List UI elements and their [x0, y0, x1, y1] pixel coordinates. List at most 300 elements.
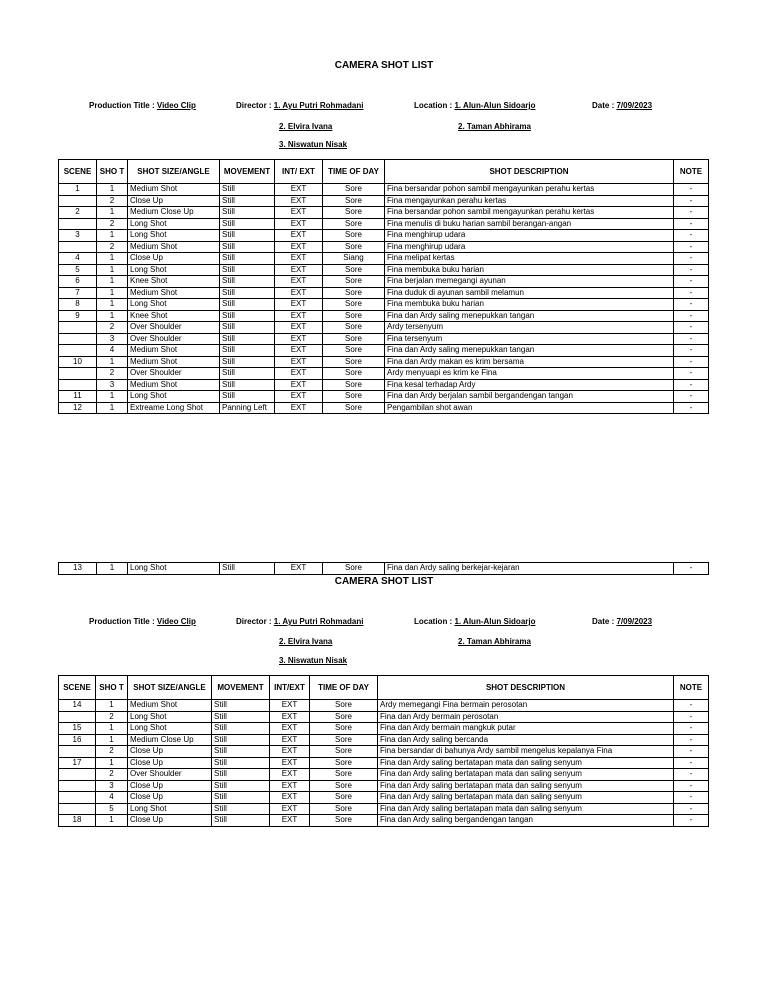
- cell-note: -: [674, 356, 709, 368]
- cell-movement: Still: [220, 299, 275, 311]
- cell-time-of-day: Sore: [323, 276, 385, 288]
- cell-time-of-day: Sore: [323, 299, 385, 311]
- header-shot-description: SHOT DESCRIPTION: [385, 160, 674, 184]
- page1-director: [236, 101, 363, 110]
- cell-note: -: [674, 391, 709, 403]
- cell-scene: 8: [59, 299, 97, 311]
- cell-shot-size: Close Up: [128, 195, 220, 207]
- cell-shot: 2: [97, 368, 128, 380]
- cell-note: -: [674, 402, 709, 414]
- cell-shot-size: Long Shot: [128, 264, 220, 276]
- table-row: [59, 803, 709, 815]
- cell-time-of-day: Sore: [323, 218, 385, 230]
- cell-note: -: [674, 253, 709, 265]
- cell-scene: [59, 368, 97, 380]
- cell-int-ext: EXT: [275, 310, 323, 322]
- cell-shot-size: Medium Shot: [128, 379, 220, 391]
- cell-int-ext: EXT: [270, 734, 310, 746]
- cell-shot: 5: [96, 803, 128, 815]
- cell-shot-size: Extreame Long Shot: [128, 402, 220, 414]
- cell-movement: Still: [220, 310, 275, 322]
- table-row: [59, 218, 709, 230]
- cell-scene: [59, 218, 97, 230]
- cell-int-ext: EXT: [275, 379, 323, 391]
- cell-shot-description: Fina bersandar pohon sambil mengayunkan perahu kertas: [385, 184, 674, 196]
- date-value: 7/09/2023: [616, 101, 653, 110]
- cell-int-ext: EXT: [275, 563, 323, 575]
- cell-note: -: [674, 333, 709, 345]
- cell-shot: 1: [97, 253, 128, 265]
- header-note: NOTE: [674, 160, 709, 184]
- cell-shot-description: Fina bersandar di bahunya Ardy sambil mengelus kepalanya Fina: [378, 746, 674, 758]
- page1-director-3: 3. Niswatun Nisak: [279, 140, 348, 149]
- cell-time-of-day: Sore: [310, 700, 378, 712]
- cell-note: -: [674, 207, 709, 219]
- cell-shot: 1: [97, 310, 128, 322]
- cell-note: -: [674, 780, 709, 792]
- cell-note: -: [674, 299, 709, 311]
- cell-movement: Still: [220, 195, 275, 207]
- cell-scene: [59, 803, 96, 815]
- cell-shot-size: Close Up: [128, 815, 212, 827]
- cell-scene: 5: [59, 264, 97, 276]
- cell-time-of-day: Sore: [323, 230, 385, 242]
- cell-shot-size: Long Shot: [128, 711, 212, 723]
- cell-movement: Still: [220, 368, 275, 380]
- cell-int-ext: EXT: [275, 402, 323, 414]
- cell-shot: 1: [97, 402, 128, 414]
- cell-shot-description: Fina menghirup udara: [385, 241, 674, 253]
- location-1: 1. Alun-Alun Sidoarjo: [454, 101, 536, 110]
- table-row: [59, 241, 709, 253]
- cell-movement: Panning Left: [220, 402, 275, 414]
- cell-scene: 9: [59, 310, 97, 322]
- cell-movement: Still: [220, 563, 275, 575]
- cell-time-of-day: Sore: [323, 287, 385, 299]
- cell-scene: 18: [59, 815, 96, 827]
- production-label: Production Title :: [89, 617, 155, 626]
- cell-shot: 1: [97, 287, 128, 299]
- cell-shot-size: Long Shot: [128, 218, 220, 230]
- cell-shot-description: Fina dan Ardy saling bertatapan mata dan saling senyum: [378, 757, 674, 769]
- cell-int-ext: EXT: [270, 723, 310, 735]
- table-row: [59, 264, 709, 276]
- cell-time-of-day: Sore: [323, 184, 385, 196]
- cell-shot: 1: [97, 264, 128, 276]
- table-row: [59, 723, 709, 735]
- cell-note: -: [674, 711, 709, 723]
- cell-shot-description: Fina mengayunkan perahu kertas: [385, 195, 674, 207]
- cell-movement: Still: [212, 769, 270, 781]
- cell-shot-size: Knee Shot: [128, 310, 220, 322]
- cell-time-of-day: Sore: [323, 356, 385, 368]
- header-note: NOTE: [674, 676, 709, 700]
- cell-time-of-day: Siang: [323, 253, 385, 265]
- cell-shot-description: Fina bersandar pohon sambil mengayunkan perahu kertas: [385, 207, 674, 219]
- cell-int-ext: EXT: [270, 815, 310, 827]
- table-row: [59, 276, 709, 288]
- cell-time-of-day: Sore: [323, 563, 385, 575]
- cell-note: -: [674, 379, 709, 391]
- table-row: [59, 780, 709, 792]
- cell-note: -: [674, 815, 709, 827]
- cell-movement: Still: [220, 379, 275, 391]
- cell-movement: Still: [220, 322, 275, 334]
- cell-shot-description: Fina dan Ardy saling menepukkan tangan: [385, 345, 674, 357]
- cell-movement: Still: [220, 207, 275, 219]
- table-row: [59, 195, 709, 207]
- table-row: [59, 379, 709, 391]
- cell-scene: 10: [59, 356, 97, 368]
- cell-shot-description: Fina dan Ardy makan es krim bersama: [385, 356, 674, 368]
- cell-movement: Still: [220, 345, 275, 357]
- table-row: [59, 792, 709, 804]
- cell-scene: 11: [59, 391, 97, 403]
- cell-time-of-day: Sore: [323, 402, 385, 414]
- cell-movement: Still: [212, 780, 270, 792]
- table-row: [59, 207, 709, 219]
- cell-shot-size: Medium Shot: [128, 700, 212, 712]
- location-label: Location :: [414, 101, 453, 110]
- cell-shot-description: Fina dan Ardy saling bercanda: [378, 734, 674, 746]
- cell-note: -: [674, 769, 709, 781]
- cell-int-ext: EXT: [275, 195, 323, 207]
- cell-shot-description: Ardy memegangi Fina bermain perosotan: [378, 700, 674, 712]
- director-label: Director :: [236, 101, 272, 110]
- cell-note: -: [674, 345, 709, 357]
- table-row: [59, 299, 709, 311]
- cell-time-of-day: Sore: [323, 207, 385, 219]
- cell-scene: 6: [59, 276, 97, 288]
- page2-production-title: [89, 617, 196, 626]
- cell-int-ext: EXT: [270, 746, 310, 758]
- cell-note: -: [674, 803, 709, 815]
- cell-int-ext: EXT: [275, 253, 323, 265]
- page1-date: [592, 101, 652, 110]
- cell-scene: 13: [59, 563, 97, 575]
- cell-shot: 1: [97, 563, 128, 575]
- cell-note: -: [674, 264, 709, 276]
- cell-shot-size: Long Shot: [128, 803, 212, 815]
- table-row: [59, 333, 709, 345]
- table-header-row: [59, 676, 709, 700]
- cell-int-ext: EXT: [275, 391, 323, 403]
- page1-title: CAMERA SHOT LIST: [334, 60, 434, 71]
- cell-scene: [59, 345, 97, 357]
- cell-shot-description: Fina membuka buku harian: [385, 299, 674, 311]
- cell-movement: Still: [220, 241, 275, 253]
- director-1: 1. Ayu Putri Rohmadani: [273, 617, 364, 626]
- cell-scene: 4: [59, 253, 97, 265]
- table-row: [59, 769, 709, 781]
- cell-scene: 3: [59, 230, 97, 242]
- cell-movement: Still: [212, 700, 270, 712]
- cell-time-of-day: Sore: [310, 734, 378, 746]
- production-value: Video Clip: [156, 101, 196, 110]
- cell-movement: Still: [212, 815, 270, 827]
- cell-scene: [59, 746, 96, 758]
- cell-time-of-day: Sore: [323, 241, 385, 253]
- cell-shot-description: Fina tersenyum: [385, 333, 674, 345]
- cell-note: -: [674, 310, 709, 322]
- cell-shot: 4: [96, 792, 128, 804]
- header-shot-size: SHOT SIZE/ANGLE: [128, 160, 220, 184]
- cell-shot-size: Close Up: [128, 780, 212, 792]
- table-row: [59, 402, 709, 414]
- cell-shot-size: Medium Shot: [128, 345, 220, 357]
- cell-movement: Still: [212, 757, 270, 769]
- cell-shot-size: Medium Shot: [128, 241, 220, 253]
- cell-time-of-day: Sore: [323, 391, 385, 403]
- cell-int-ext: EXT: [270, 711, 310, 723]
- location-1: 1. Alun-Alun Sidoarjo: [454, 617, 536, 626]
- production-label: Production Title :: [89, 101, 155, 110]
- cell-shot-description: Ardy menyuapi es krim ke Fina: [385, 368, 674, 380]
- cell-int-ext: EXT: [275, 218, 323, 230]
- table-row: [59, 757, 709, 769]
- cell-movement: Still: [212, 734, 270, 746]
- cell-movement: Still: [220, 333, 275, 345]
- table-row: [59, 700, 709, 712]
- cell-movement: Still: [212, 723, 270, 735]
- cell-time-of-day: Sore: [310, 769, 378, 781]
- cell-note: -: [674, 218, 709, 230]
- cell-shot-description: Fina dan Ardy saling menepukkan tangan: [385, 310, 674, 322]
- cell-shot: 1: [97, 207, 128, 219]
- shot-list-table-1: [58, 159, 709, 414]
- cell-note: -: [674, 184, 709, 196]
- cell-note: -: [674, 700, 709, 712]
- table-row: [59, 322, 709, 334]
- page2-date: [592, 617, 652, 626]
- cell-shot: 1: [97, 230, 128, 242]
- cell-scene: [59, 379, 97, 391]
- cell-int-ext: EXT: [275, 299, 323, 311]
- cell-movement: Still: [220, 356, 275, 368]
- table-row: [59, 230, 709, 242]
- cell-time-of-day: Sore: [310, 792, 378, 804]
- page1-production-title: [89, 101, 196, 110]
- cell-note: -: [674, 792, 709, 804]
- table-row: [59, 734, 709, 746]
- table-row: [59, 287, 709, 299]
- page1-location: [414, 101, 536, 110]
- cell-int-ext: EXT: [275, 322, 323, 334]
- page2-director: [236, 617, 363, 626]
- cell-movement: Still: [220, 264, 275, 276]
- cell-note: -: [674, 322, 709, 334]
- cell-scene: 16: [59, 734, 96, 746]
- header-int-ext: INT/ EXT: [275, 160, 323, 184]
- cell-scene: 1: [59, 184, 97, 196]
- cell-time-of-day: Sore: [310, 723, 378, 735]
- cell-shot-description: Ardy tersenyum: [385, 322, 674, 334]
- cell-time-of-day: Sore: [310, 780, 378, 792]
- cell-scene: [59, 333, 97, 345]
- page2-director-2: 2. Elvira Ivana: [279, 637, 333, 646]
- cell-shot-description: Fina berjalan memegangi ayunan: [385, 276, 674, 288]
- cell-time-of-day: Sore: [310, 757, 378, 769]
- cell-shot-size: Long Shot: [128, 230, 220, 242]
- table-row: [59, 368, 709, 380]
- header-scene: SCENE: [59, 160, 97, 184]
- cell-time-of-day: Sore: [323, 322, 385, 334]
- cell-note: -: [674, 563, 709, 575]
- cell-scene: 14: [59, 700, 96, 712]
- cell-time-of-day: Sore: [310, 815, 378, 827]
- cell-int-ext: EXT: [275, 184, 323, 196]
- header-shot: SHO T: [97, 160, 128, 184]
- cell-movement: Still: [220, 184, 275, 196]
- director-1: 1. Ayu Putri Rohmadani: [273, 101, 364, 110]
- cell-shot-size: Over Shoulder: [128, 322, 220, 334]
- cell-scene: 15: [59, 723, 96, 735]
- table-row: [59, 391, 709, 403]
- cell-movement: Still: [220, 276, 275, 288]
- cell-int-ext: EXT: [275, 264, 323, 276]
- page2-location: [414, 617, 536, 626]
- page1-location-2: 2. Taman Abhirama: [458, 122, 531, 131]
- cell-shot-size: Close Up: [128, 792, 212, 804]
- cell-movement: Still: [212, 746, 270, 758]
- cell-int-ext: EXT: [275, 368, 323, 380]
- header-shot-size: SHOT SIZE/ANGLE: [128, 676, 212, 700]
- cell-shot: 1: [97, 356, 128, 368]
- cell-shot-size: Long Shot: [128, 723, 212, 735]
- table-header-row: [59, 160, 709, 184]
- cell-scene: [59, 769, 96, 781]
- cell-shot: 1: [97, 299, 128, 311]
- cell-movement: Still: [220, 287, 275, 299]
- cell-int-ext: EXT: [270, 792, 310, 804]
- cell-movement: Still: [220, 391, 275, 403]
- cell-shot-size: Over Shoulder: [128, 333, 220, 345]
- cell-shot-description: Fina dan Ardy saling bertatapan mata dan saling senyum: [378, 769, 674, 781]
- cell-movement: Still: [212, 711, 270, 723]
- cell-movement: Still: [220, 230, 275, 242]
- cell-shot: 2: [97, 322, 128, 334]
- cell-scene: [59, 241, 97, 253]
- cell-scene: 7: [59, 287, 97, 299]
- shot-list-table-1-overflow: [58, 562, 709, 575]
- cell-shot: 1: [97, 184, 128, 196]
- cell-shot: 1: [97, 276, 128, 288]
- cell-note: -: [674, 241, 709, 253]
- cell-scene: [59, 195, 97, 207]
- cell-shot-description: Fina dan Ardy saling berkejar-kejaran: [385, 563, 674, 575]
- cell-shot: 2: [97, 195, 128, 207]
- cell-int-ext: EXT: [270, 780, 310, 792]
- table-row: [59, 815, 709, 827]
- cell-shot-size: Close Up: [128, 253, 220, 265]
- cell-shot-description: Fina duduk di ayunan sambil melamun: [385, 287, 674, 299]
- cell-shot-size: Medium Close Up: [128, 207, 220, 219]
- cell-note: -: [674, 230, 709, 242]
- cell-shot: 4: [97, 345, 128, 357]
- production-value: Video Clip: [156, 617, 196, 626]
- cell-note: -: [674, 195, 709, 207]
- header-time-of-day: TIME OF DAY: [310, 676, 378, 700]
- shot-list-table-2: [58, 675, 709, 827]
- cell-shot-size: Medium Shot: [128, 184, 220, 196]
- cell-time-of-day: Sore: [310, 711, 378, 723]
- cell-shot-description: Fina dan Ardy saling bergandengan tangan: [378, 815, 674, 827]
- cell-time-of-day: Sore: [323, 195, 385, 207]
- page2-title: CAMERA SHOT LIST: [334, 576, 434, 587]
- cell-int-ext: EXT: [275, 276, 323, 288]
- cell-int-ext: EXT: [275, 287, 323, 299]
- cell-shot: 1: [96, 723, 128, 735]
- cell-int-ext: EXT: [270, 769, 310, 781]
- cell-shot-size: Close Up: [128, 746, 212, 758]
- cell-shot: 1: [96, 815, 128, 827]
- cell-shot: 1: [96, 734, 128, 746]
- cell-time-of-day: Sore: [323, 368, 385, 380]
- cell-scene: [59, 322, 97, 334]
- cell-note: -: [674, 276, 709, 288]
- cell-shot-description: Fina menulis di buku harian sambil berangan-angan: [385, 218, 674, 230]
- cell-movement: Still: [220, 253, 275, 265]
- cell-note: -: [674, 757, 709, 769]
- header-scene: SCENE: [59, 676, 96, 700]
- cell-time-of-day: Sore: [323, 264, 385, 276]
- date-label: Date :: [592, 101, 615, 110]
- header-time-of-day: TIME OF DAY: [323, 160, 385, 184]
- cell-int-ext: EXT: [270, 757, 310, 769]
- cell-shot: 2: [96, 769, 128, 781]
- cell-shot-description: Fina dan Ardy berjalan sambil bergandengan tangan: [385, 391, 674, 403]
- cell-shot-description: Pengambilan shot awan: [385, 402, 674, 414]
- cell-movement: Still: [212, 803, 270, 815]
- cell-shot-size: Over Shoulder: [128, 769, 212, 781]
- cell-shot-description: Fina kesal terhadap Ardy: [385, 379, 674, 391]
- table-row: [59, 711, 709, 723]
- cell-int-ext: EXT: [275, 345, 323, 357]
- cell-int-ext: EXT: [270, 700, 310, 712]
- header-shot: SHO T: [96, 676, 128, 700]
- cell-shot-description: Fina melipat kertas: [385, 253, 674, 265]
- cell-time-of-day: Sore: [323, 345, 385, 357]
- cell-shot-description: Fina menghirup udara: [385, 230, 674, 242]
- cell-shot-description: Fina dan Ardy bermain perosotan: [378, 711, 674, 723]
- cell-int-ext: EXT: [275, 230, 323, 242]
- date-value: 7/09/2023: [616, 617, 653, 626]
- cell-shot-size: Long Shot: [128, 391, 220, 403]
- cell-int-ext: EXT: [275, 333, 323, 345]
- table-row: [59, 345, 709, 357]
- table-row: [59, 310, 709, 322]
- cell-scene: 17: [59, 757, 96, 769]
- page2-director-3: 3. Niswatun Nisak: [279, 656, 348, 665]
- cell-shot-size: Close Up: [128, 757, 212, 769]
- cell-shot-size: Long Shot: [128, 299, 220, 311]
- table-row: [59, 184, 709, 196]
- header-int-ext: INT/EXT: [270, 676, 310, 700]
- cell-shot-size: Medium Close Up: [128, 734, 212, 746]
- cell-shot: 3: [97, 333, 128, 345]
- cell-scene: 12: [59, 402, 97, 414]
- cell-scene: [59, 711, 96, 723]
- page1-director-2: 2. Elvira Ivana: [279, 122, 333, 131]
- cell-int-ext: EXT: [275, 241, 323, 253]
- cell-movement: Still: [212, 792, 270, 804]
- cell-shot-size: Medium Shot: [128, 287, 220, 299]
- cell-time-of-day: Sore: [310, 803, 378, 815]
- cell-shot-description: Fina membuka buku harian: [385, 264, 674, 276]
- cell-shot: 1: [97, 391, 128, 403]
- cell-shot-size: Over Shoulder: [128, 368, 220, 380]
- cell-shot-description: Fina dan Ardy bermain mangkuk putar: [378, 723, 674, 735]
